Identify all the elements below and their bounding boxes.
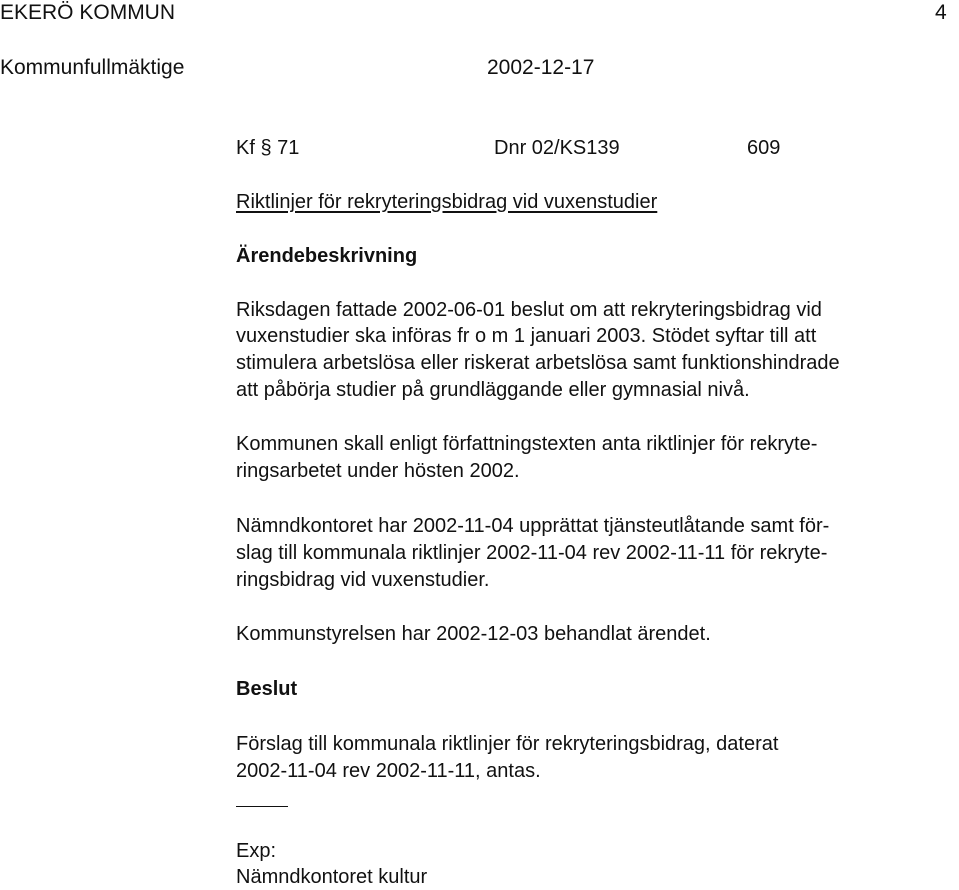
text-line: att påbörja studier på grundläggande eller gymnasial nivå. (236, 379, 750, 401)
text-line: Kommunen skall enligt författningstexten anta riktlinjer för rekryte- (236, 433, 818, 455)
text-line: stimulera arbetslösa eller riskerat arbetslösa samt funktionshindrade (236, 352, 840, 374)
exp-label: Exp: (236, 840, 277, 862)
decision-heading: Beslut (236, 678, 298, 700)
text-line: vuxenstudier ska införas fr o m 1 januari 2003. Stödet syftar till att (236, 325, 817, 347)
page-number: 4 (935, 1, 947, 24)
text-line: slag till kommunala riktlinjer 2002-11-04 rev 2002-11-11 för rekryte- (236, 542, 828, 564)
text-line: Nämndkontoret har 2002-11-04 upprättat tjänsteutlåtande samt för- (236, 515, 830, 537)
text-line: ringsarbetet under hösten 2002. (236, 460, 520, 482)
item-number: 609 (747, 137, 781, 159)
separator-rule (236, 806, 288, 807)
org-name: EKERÖ KOMMUN (0, 1, 176, 24)
text-line: ringsbidrag vid vuxenstudier. (236, 569, 490, 591)
dnr-number: Dnr 02/KS139 (494, 137, 620, 159)
meeting-date: 2002-12-17 (487, 56, 595, 79)
text-line: 2002-11-04 rev 2002-11-11, antas. (236, 760, 541, 782)
paragraph-4: Kommunstyrelsen har 2002-12-03 behandlat ärendet. (236, 623, 711, 645)
paragraph-reference (236, 135, 299, 161)
kf-number: 71 (277, 137, 300, 159)
committee-name: Kommunfullmäktige (0, 56, 185, 79)
text-line: Förslag till kommunala riktlinjer för rekryteringsbidrag, daterat (236, 733, 779, 755)
description-heading: Ärendebeskrivning (236, 245, 418, 267)
kf-label: Kf (236, 137, 255, 159)
exp-recipient: Nämndkontoret kultur (236, 866, 428, 888)
document-title: Riktlinjer för rekryteringsbidrag vid vuxenstudier (236, 191, 658, 213)
section-sign: § (260, 137, 272, 159)
text-line: Riksdagen fattade 2002-06-01 beslut om att rekryteringsbidrag vid (236, 299, 822, 321)
